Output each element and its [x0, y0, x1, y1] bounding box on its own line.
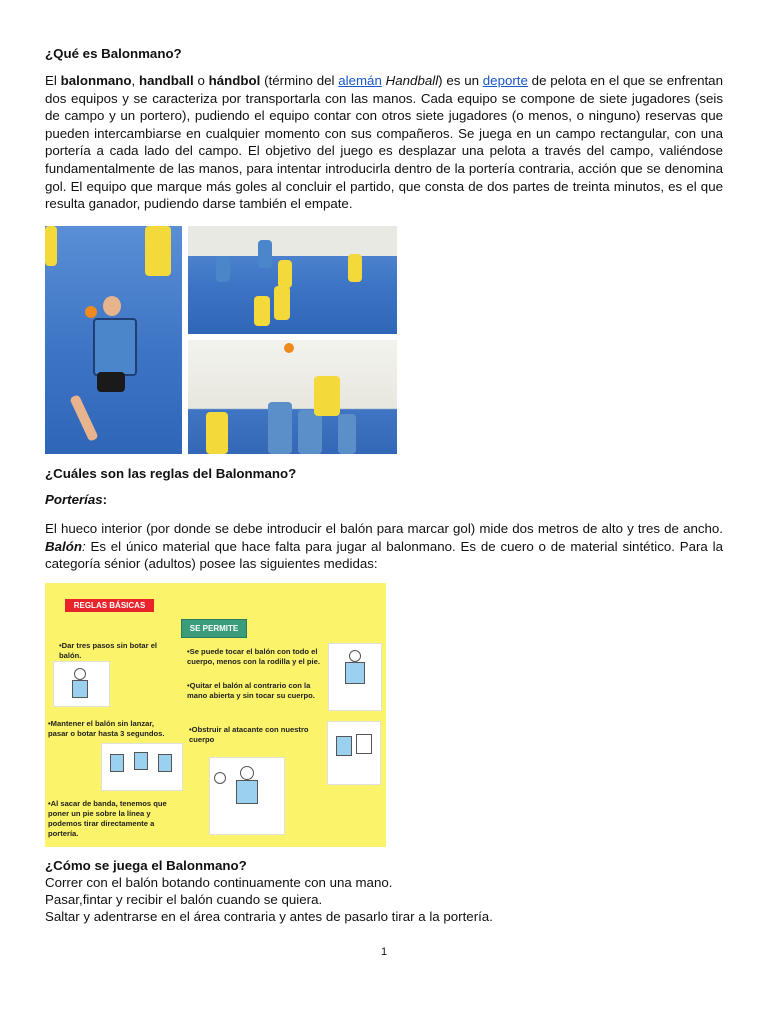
- play-line-2: Pasar,fintar y recibir el balón cuando se quiera.: [45, 892, 323, 907]
- allow-steal-ball: •Quitar el balón al contrario con la mano abierta y sin tocar su cuerpo.: [187, 681, 315, 700]
- sketch-players-passing: [101, 743, 183, 791]
- rule-three-seconds: •Mantener el balón sin lanzar, pasar o botar hasta 3 segundos.: [48, 719, 165, 738]
- text-fragment: :: [81, 538, 86, 554]
- text-fragment: El: [45, 73, 61, 88]
- play-line-3: Saltar y adentrarse en el área contraria y antes de pasarlo tirar a la portería.: [45, 909, 493, 924]
- sketch-player-dribbling: [53, 661, 110, 707]
- sketch-players-defending: [327, 721, 381, 785]
- text-fragment: ,: [131, 73, 140, 88]
- text-fragment: de pelota en el que se enfrentan dos equipos y se caracteriza por transportarla con las manos. Cada equipo se compone de siete jugadores (seis de campo y un portero), pudiendo el equipo contar con otros siete jugadores (o menos, o ninguno) reservas que pueden intercambiarse en cualquier momento con sus compañeros. Se juega en un campo rectangular, con una portería a cada lado del campo. El objetivo del juego es desplazar una pelota a través del campo, valiéndose fundamentalmente de las manos, para intentar introducirla dentro de la portería contraria, acción que se denomina gol. El equipo que marque más goles al concluir el partido, que consta de dos partes de treinta minutos, es el que resulta ganador, pudiendo darse también el empate.: [45, 73, 723, 212]
- term-handball: handball: [139, 73, 194, 88]
- rule-sideline-throw: •Al sacar de banda, tenemos que poner un pie sobre la línea y podemos tirar directamente a portería.: [48, 799, 167, 838]
- photo-ball-contest: [188, 340, 397, 454]
- allow-touch-body: •Se puede tocar el balón con todo el cuerpo, menos con la rodilla y el pie.: [187, 647, 320, 666]
- sketch-player-blocking: [328, 643, 382, 711]
- heading-how-to-play: ¿Cómo se juega el Balonmano?: [45, 858, 247, 873]
- tag-allowed: SE PERMITE: [181, 619, 247, 638]
- rules-paragraph: [45, 520, 723, 573]
- term-handbol: hándbol: [208, 73, 261, 88]
- play-line-1: Correr con el balón botando continuamente con una mano.: [45, 875, 393, 890]
- rules-infographic: [45, 583, 386, 847]
- heading-what-is-handball: ¿Qué es Balonmano?: [45, 46, 182, 61]
- link-aleman[interactable]: alemán: [338, 73, 382, 88]
- heading-rules: ¿Cuáles son las reglas del Balonmano?: [45, 466, 297, 481]
- allow-obstruct: •Obstruir al atacante con nuestro cuerpo: [189, 725, 309, 744]
- text-fragment: (término del: [260, 73, 339, 88]
- photo-team-practice: [188, 226, 397, 334]
- link-deporte[interactable]: deporte: [482, 73, 528, 88]
- text-fragment: ) es un: [438, 73, 483, 88]
- term-handball-italic: Handball: [385, 73, 439, 88]
- intro-paragraph: [45, 72, 723, 213]
- tag-basic-rules: REGLAS BÁSICAS: [65, 599, 154, 612]
- term-balonmano: balonmano: [60, 73, 132, 88]
- sketch-player-throwing: [209, 757, 285, 835]
- term-balon: Balón: [45, 538, 82, 554]
- rule-three-steps: •Dar tres pasos sin botar el balón.: [59, 641, 158, 660]
- page-number: 1: [380, 946, 388, 958]
- subheading-porterias-text: Porterías: [45, 492, 103, 507]
- text-fragment: Es el único material que hace falta para jugar al balonmano. Es de cuero o de material sintético. Para la categoría sénior (adultos) posee las siguientes medidas:: [45, 538, 723, 572]
- photo-player-jumping: [45, 226, 182, 454]
- subheading-porterias: [45, 492, 107, 507]
- text-fragment: El hueco interior (por donde se debe introducir el balón para marcar gol) mide dos metros de alto y tres de ancho.: [45, 521, 723, 536]
- text-fragment: :: [102, 492, 108, 507]
- text-fragment: o: [193, 73, 209, 88]
